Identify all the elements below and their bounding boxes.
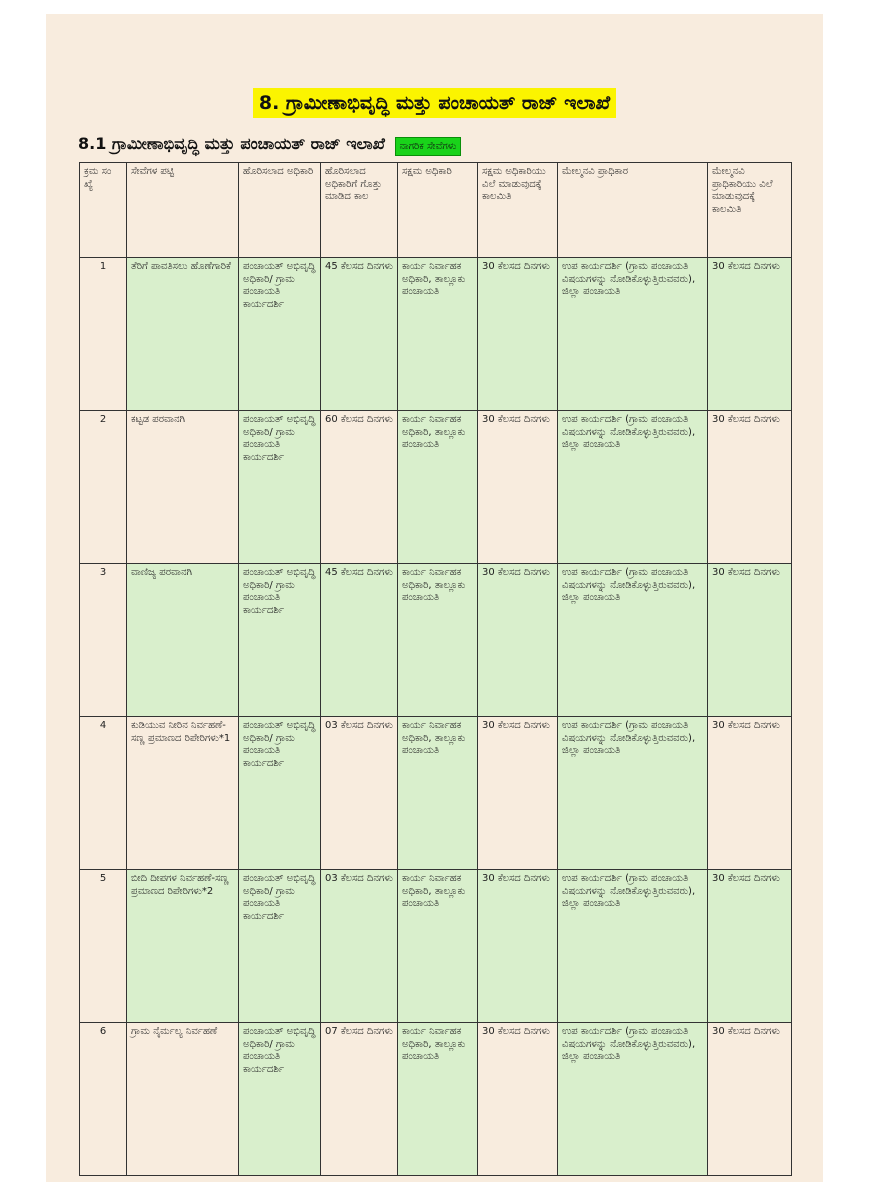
table-row xyxy=(80,411,792,564)
header-cell-competent: ಸಕ್ಷಮ ಅಧಿಕಾರಿ xyxy=(398,163,478,258)
cell-competent-time: 30 ಕೆಲಸದ ದಿನಗಳು xyxy=(478,258,558,411)
cell-appellate: ಉಪ ಕಾರ್ಯದರ್ಶಿ (ಗ್ರಾಮ ಪಂಚಾಯತಿ ವಿಷಯಗಳನ್ನು ನೋಡಿಕೊಳ್ಳುತ್ತಿರುವವರು), ಜಿಲ್ಲಾ ಪಂಚಾಯತಿ xyxy=(558,258,708,411)
cell-competent-time: 30 ಕೆಲಸದ ದಿನಗಳು xyxy=(478,717,558,870)
cell-competent-time: 30 ಕೆಲಸದ ದಿನಗಳು xyxy=(478,411,558,564)
table-row xyxy=(80,1023,792,1176)
cell-serial: 2 xyxy=(80,411,127,564)
cell-appellate-time: 30 ಕೆಲಸದ ದಿನಗಳು xyxy=(708,870,792,1023)
cell-competent: ಕಾರ್ಯ ನಿರ್ವಾಹಕ ಅಧಿಕಾರಿ, ತಾಲ್ಲೂಕು ಪಂಚಾಯತಿ xyxy=(398,564,478,717)
cell-competent: ಕಾರ್ಯ ನಿರ್ವಾಹಕ ಅಧಿಕಾರಿ, ತಾಲ್ಲೂಕು ಪಂಚಾಯತಿ xyxy=(398,870,478,1023)
cell-serial: 3 xyxy=(80,564,127,717)
cell-serial: 6 xyxy=(80,1023,127,1176)
cell-officer: ಪಂಚಾಯತ್ ಅಭಿವೃದ್ಧಿ ಅಧಿಕಾರಿ/ ಗ್ರಾಮ ಪಂಚಾಯತಿ ಕಾರ್ಯದರ್ಶಿ xyxy=(239,717,321,870)
cell-appellate: ಉಪ ಕಾರ್ಯದರ್ಶಿ (ಗ್ರಾಮ ಪಂಚಾಯತಿ ವಿಷಯಗಳನ್ನು ನೋಡಿಕೊಳ್ಳುತ್ತಿರುವವರು), ಜಿಲ್ಲಾ ಪಂಚಾಯತಿ xyxy=(558,564,708,717)
header-cell-officer: ಹೊರಿಸಲಾದ ಅಧಿಕಾರಿ xyxy=(239,163,321,258)
cell-officer: ಪಂಚಾಯತ್ ಅಭಿವೃದ್ಧಿ ಅಧಿಕಾರಿ/ ಗ್ರಾಮ ಪಂಚಾಯತಿ ಕಾರ್ಯದರ್ಶಿ xyxy=(239,258,321,411)
cell-appellate: ಉಪ ಕಾರ್ಯದರ್ಶಿ (ಗ್ರಾಮ ಪಂಚಾಯತಿ ವಿಷಯಗಳನ್ನು ನೋಡಿಕೊಳ್ಳುತ್ತಿರುವವರು), ಜಿಲ್ಲಾ ಪಂಚಾಯತಿ xyxy=(558,870,708,1023)
cell-officer-time: 03 ಕೆಲಸದ ದಿನಗಳು xyxy=(321,870,398,1023)
cell-officer-time: 07 ಕೆಲಸದ ದಿನಗಳು xyxy=(321,1023,398,1176)
cell-officer-time: 45 ಕೆಲಸದ ದಿನಗಳು xyxy=(321,564,398,717)
cell-appellate-time: 30 ಕೆಲಸದ ದಿನಗಳು xyxy=(708,411,792,564)
cell-appellate: ಉಪ ಕಾರ್ಯದರ್ಶಿ (ಗ್ರಾಮ ಪಂಚಾಯತಿ ವಿಷಯಗಳನ್ನು ನೋಡಿಕೊಳ್ಳುತ್ತಿರುವವರು), ಜಿಲ್ಲಾ ಪಂಚಾಯತಿ xyxy=(558,1023,708,1176)
cell-appellate: ಉಪ ಕಾರ್ಯದರ್ಶಿ (ಗ್ರಾಮ ಪಂಚಾಯತಿ ವಿಷಯಗಳನ್ನು ನೋಡಿಕೊಳ್ಳುತ್ತಿರುವವರು), ಜಿಲ್ಲಾ ಪಂಚಾಯತಿ xyxy=(558,717,708,870)
cell-officer: ಪಂಚಾಯತ್ ಅಭಿವೃದ್ಧಿ ಅಧಿಕಾರಿ/ ಗ್ರಾಮ ಪಂಚಾಯತಿ ಕಾರ್ಯದರ್ಶಿ xyxy=(239,870,321,1023)
services-table xyxy=(79,162,792,1176)
cell-serial: 4 xyxy=(80,717,127,870)
cell-service: ವಾಣಿಜ್ಯ ಪರವಾನಗಿ xyxy=(127,564,239,717)
header-row xyxy=(80,163,792,258)
table-row xyxy=(80,564,792,717)
cell-competent-time: 30 ಕೆಲಸದ ದಿನಗಳು xyxy=(478,564,558,717)
cell-service: ತೆರಿಗೆ ಪಾವತಿಸಲು ಹೊಣೆಗಾರಿಕೆ xyxy=(127,258,239,411)
cell-service: ಕಟ್ಟಡ ಪರವಾನಗಿ xyxy=(127,411,239,564)
cell-appellate-time: 30 ಕೆಲಸದ ದಿನಗಳು xyxy=(708,564,792,717)
section-title: 8.1 ಗ್ರಾಮೀಣಾಭಿವೃದ್ಧಿ ಮತ್ತು ಪಂಚಾಯತ್ ರಾಜ್ ಇಲಾಖೆ xyxy=(78,134,385,153)
table-row xyxy=(80,717,792,870)
cell-officer-time: 45 ಕೆಲಸದ ದಿನಗಳು xyxy=(321,258,398,411)
cell-officer-time: 60 ಕೆಲಸದ ದಿನಗಳು xyxy=(321,411,398,564)
table-row xyxy=(80,870,792,1023)
cell-competent-time: 30 ಕೆಲಸದ ದಿನಗಳು xyxy=(478,870,558,1023)
section-heading xyxy=(78,134,461,154)
cell-serial: 5 xyxy=(80,870,127,1023)
cell-competent: ಕಾರ್ಯ ನಿರ್ವಾಹಕ ಅಧಿಕಾರಿ, ತಾಲ್ಲೂಕು ಪಂಚಾಯತಿ xyxy=(398,411,478,564)
header-cell-appellate-time: ಮೇಲ್ಮನವಿ ಪ್ರಾಧಿಕಾರಿಯು ವಿಲೆ ಮಾಡುವುದಕ್ಕೆ ಕಾಲಮಿತಿ xyxy=(708,163,792,258)
header-cell-services: ಸೇವೆಗಳ ಪಟ್ಟಿ xyxy=(127,163,239,258)
cell-service: ಕುಡಿಯುವ ನೀರಿನ ನಿರ್ವಹಣೆ- ಸಣ್ಣ ಪ್ರಮಾಣದ ರಿಪೇರಿಗಳು*1 xyxy=(127,717,239,870)
header-cell-serial: ಕ್ರಮ ಸಂ ಖ್ಯೆ xyxy=(80,163,127,258)
cell-officer: ಪಂಚಾಯತ್ ಅಭಿವೃದ್ಧಿ ಅಧಿಕಾರಿ/ ಗ್ರಾಮ ಪಂಚಾಯತಿ ಕಾರ್ಯದರ್ಶಿ xyxy=(239,411,321,564)
cell-competent: ಕಾರ್ಯ ನಿರ್ವಾಹಕ ಅಧಿಕಾರಿ, ತಾಲ್ಲೂಕು ಪಂಚಾಯತಿ xyxy=(398,717,478,870)
cell-appellate-time: 30 ಕೆಲಸದ ದಿನಗಳು xyxy=(708,258,792,411)
cell-service: ಗ್ರಾಮ ನೈರ್ಮಲ್ಯ ನಿರ್ವಹಣೆ xyxy=(127,1023,239,1176)
header-cell-officer-time: ಹೊರಿಸಲಾದ ಅಧಿಕಾರಿಗೆ ಗೊತ್ತು ಮಾಡಿದ ಕಾಲ xyxy=(321,163,398,258)
header-cell-competent-time: ಸಕ್ಷಮ ಅಧಿಕಾರಿಯು ವಿಲೆ ಮಾಡುವುದಕ್ಕೆ ಕಾಲಮಿತಿ xyxy=(478,163,558,258)
section-tag: ನಾಗರಿಕ ಸೇವೆಗಳು xyxy=(395,137,462,156)
cell-appellate-time: 30 ಕೆಲಸದ ದಿನಗಳು xyxy=(708,717,792,870)
cell-service: ಬೀದಿ ದೀಪಗಳ ನಿರ್ವಹಣೆ-ಸಣ್ಣ ಪ್ರಮಾಣದ ರಿಪೇರಿಗಳು*2 xyxy=(127,870,239,1023)
cell-officer-time: 03 ಕೆಲಸದ ದಿನಗಳು xyxy=(321,717,398,870)
cell-serial: 1 xyxy=(80,258,127,411)
cell-appellate-time: 30 ಕೆಲಸದ ದಿನಗಳು xyxy=(708,1023,792,1176)
title-wrap xyxy=(46,88,823,118)
cell-competent: ಕಾರ್ಯ ನಿರ್ವಾಹಕ ಅಧಿಕಾರಿ, ತಾಲ್ಲೂಕು ಪಂಚಾಯತಿ xyxy=(398,258,478,411)
header-cell-appellate: ಮೇಲ್ಮನವಿ ಪ್ರಾಧಿಕಾರ xyxy=(558,163,708,258)
cell-appellate: ಉಪ ಕಾರ್ಯದರ್ಶಿ (ಗ್ರಾಮ ಪಂಚಾಯತಿ ವಿಷಯಗಳನ್ನು ನೋಡಿಕೊಳ್ಳುತ್ತಿರುವವರು), ಜಿಲ್ಲಾ ಪಂಚಾಯತಿ xyxy=(558,411,708,564)
page-title: 8. ಗ್ರಾಮೀಣಾಭಿವೃದ್ಧಿ ಮತ್ತು ಪಂಚಾಯತ್ ರಾಜ್ ಇಲಾಖೆ xyxy=(253,88,616,118)
cell-officer: ಪಂಚಾಯತ್ ಅಭಿವೃದ್ಧಿ ಅಧಿಕಾರಿ/ ಗ್ರಾಮ ಪಂಚಾಯತಿ ಕಾರ್ಯದರ್ಶಿ xyxy=(239,564,321,717)
cell-officer: ಪಂಚಾಯತ್ ಅಭಿವೃದ್ಧಿ ಅಧಿಕಾರಿ/ ಗ್ರಾಮ ಪಂಚಾಯತಿ ಕಾರ್ಯದರ್ಶಿ xyxy=(239,1023,321,1176)
cell-competent-time: 30 ಕೆಲಸದ ದಿನಗಳು xyxy=(478,1023,558,1176)
cell-competent: ಕಾರ್ಯ ನಿರ್ವಾಹಕ ಅಧಿಕಾರಿ, ತಾಲ್ಲೂಕು ಪಂಚಾಯತಿ xyxy=(398,1023,478,1176)
document-page xyxy=(46,14,823,1182)
table-row xyxy=(80,258,792,411)
